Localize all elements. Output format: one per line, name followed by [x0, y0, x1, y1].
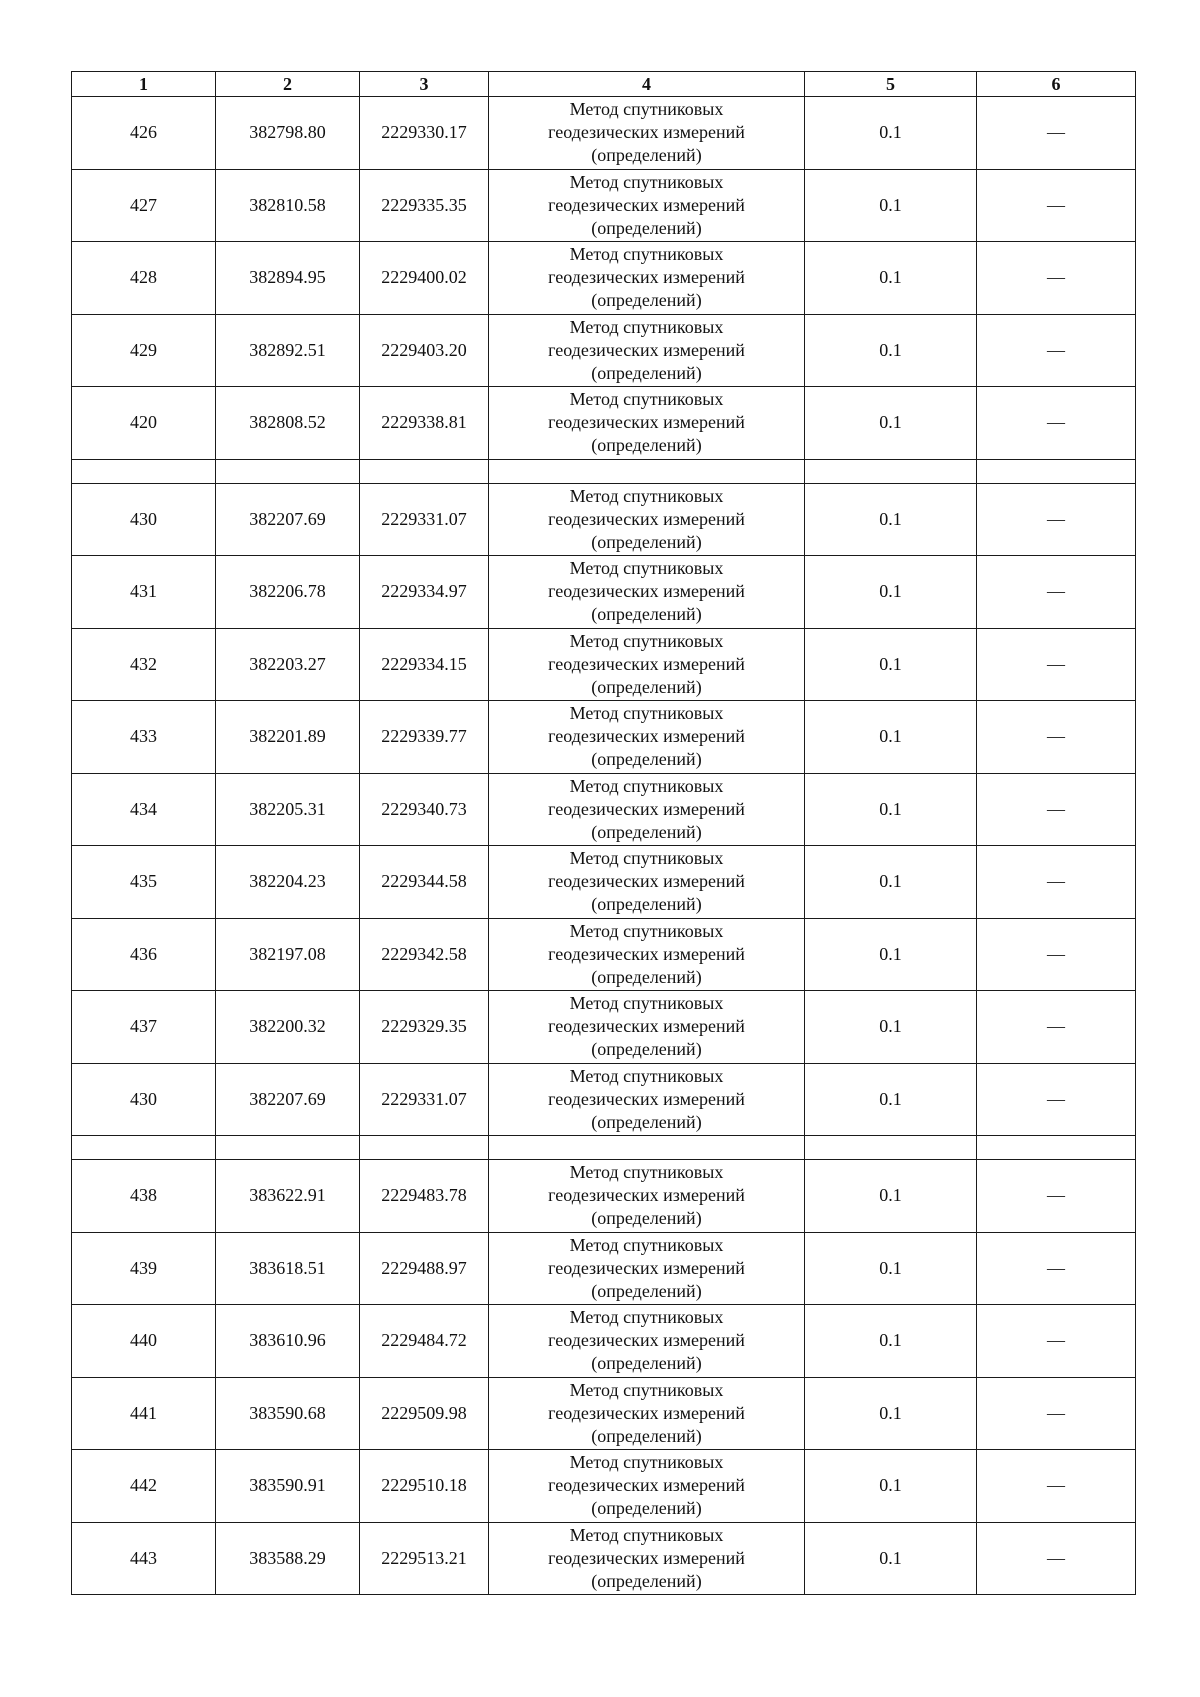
table-row	[72, 314, 1136, 387]
method-text: Метод спутниковых геодезических измерений (определений)	[548, 848, 745, 915]
remark-cell: —	[977, 97, 1136, 170]
table-row	[72, 483, 1136, 556]
remark-cell: —	[977, 314, 1136, 387]
x-coordinate-cell: 382892.51	[216, 314, 360, 387]
method-cell	[489, 1522, 805, 1595]
x-coordinate-cell: 383588.29	[216, 1522, 360, 1595]
table-row	[72, 1305, 1136, 1378]
method-text: Метод спутниковых геодезических измерений (определений)	[548, 920, 745, 987]
accuracy-cell: 0.1	[805, 1377, 977, 1450]
table-row	[72, 1232, 1136, 1305]
x-coordinate-cell: 382798.80	[216, 97, 360, 170]
method-cell	[489, 701, 805, 774]
accuracy-cell: 0.1	[805, 1232, 977, 1305]
method-cell	[489, 1450, 805, 1523]
accuracy-cell: 0.1	[805, 918, 977, 991]
remark-cell: —	[977, 701, 1136, 774]
x-coordinate-cell: 382200.32	[216, 991, 360, 1064]
method-cell	[489, 387, 805, 460]
point-number-cell: 438	[72, 1160, 216, 1233]
y-coordinate-cell: 2229340.73	[360, 773, 489, 846]
accuracy-cell	[805, 459, 977, 483]
separator-row	[72, 1136, 1136, 1160]
point-number-cell: 437	[72, 991, 216, 1064]
method-text: Метод спутниковых геодезических измерений (определений)	[548, 1452, 745, 1519]
x-coordinate-cell: 382204.23	[216, 846, 360, 919]
method-cell	[489, 1232, 805, 1305]
y-coordinate-cell: 2229513.21	[360, 1522, 489, 1595]
method-cell	[489, 483, 805, 556]
remark-cell: —	[977, 991, 1136, 1064]
point-number-cell: 426	[72, 97, 216, 170]
accuracy-cell: 0.1	[805, 1063, 977, 1136]
y-coordinate-cell: 2229400.02	[360, 242, 489, 315]
table-row	[72, 242, 1136, 315]
accuracy-cell: 0.1	[805, 387, 977, 460]
coordinates-table	[71, 71, 1136, 1595]
table-header-row	[72, 72, 1136, 97]
y-coordinate-cell: 2229510.18	[360, 1450, 489, 1523]
remark-cell: —	[977, 1450, 1136, 1523]
table-row	[72, 918, 1136, 991]
y-coordinate-cell	[360, 1136, 489, 1160]
method-cell	[489, 991, 805, 1064]
table-row	[72, 773, 1136, 846]
point-number-cell: 434	[72, 773, 216, 846]
method-cell	[489, 773, 805, 846]
method-cell	[489, 1136, 805, 1160]
accuracy-cell: 0.1	[805, 1522, 977, 1595]
table-row	[72, 1450, 1136, 1523]
method-cell	[489, 1377, 805, 1450]
remark-cell: —	[977, 773, 1136, 846]
point-number-cell	[72, 1136, 216, 1160]
y-coordinate-cell: 2229344.58	[360, 846, 489, 919]
y-coordinate-cell: 2229403.20	[360, 314, 489, 387]
x-coordinate-cell: 383590.91	[216, 1450, 360, 1523]
table-body	[72, 97, 1136, 1595]
accuracy-cell: 0.1	[805, 314, 977, 387]
point-number-cell: 440	[72, 1305, 216, 1378]
column-header: 2	[216, 72, 360, 97]
accuracy-cell: 0.1	[805, 628, 977, 701]
point-number-cell: 420	[72, 387, 216, 460]
x-coordinate-cell: 383622.91	[216, 1160, 360, 1233]
y-coordinate-cell	[360, 459, 489, 483]
y-coordinate-cell: 2229484.72	[360, 1305, 489, 1378]
accuracy-cell: 0.1	[805, 97, 977, 170]
method-cell	[489, 314, 805, 387]
method-text: Метод спутниковых геодезических измерений (определений)	[548, 703, 745, 770]
x-coordinate-cell: 382808.52	[216, 387, 360, 460]
y-coordinate-cell: 2229509.98	[360, 1377, 489, 1450]
method-cell	[489, 556, 805, 629]
method-text: Метод спутниковых геодезических измерений (определений)	[548, 485, 745, 552]
accuracy-cell: 0.1	[805, 701, 977, 774]
point-number-cell: 443	[72, 1522, 216, 1595]
remark-cell	[977, 459, 1136, 483]
accuracy-cell: 0.1	[805, 846, 977, 919]
method-cell	[489, 169, 805, 242]
point-number-cell: 428	[72, 242, 216, 315]
column-header: 6	[977, 72, 1136, 97]
point-number-cell: 427	[72, 169, 216, 242]
point-number-cell: 442	[72, 1450, 216, 1523]
table-row	[72, 387, 1136, 460]
point-number-cell: 431	[72, 556, 216, 629]
point-number-cell	[72, 459, 216, 483]
x-coordinate-cell: 382205.31	[216, 773, 360, 846]
accuracy-cell: 0.1	[805, 991, 977, 1064]
method-cell	[489, 628, 805, 701]
method-text: Метод спутниковых геодезических измерений (определений)	[548, 1065, 745, 1132]
point-number-cell: 432	[72, 628, 216, 701]
accuracy-cell: 0.1	[805, 556, 977, 629]
accuracy-cell: 0.1	[805, 773, 977, 846]
x-coordinate-cell: 382201.89	[216, 701, 360, 774]
remark-cell: —	[977, 1160, 1136, 1233]
point-number-cell: 439	[72, 1232, 216, 1305]
method-text: Метод спутниковых геодезических измерений (определений)	[548, 775, 745, 842]
x-coordinate-cell: 382810.58	[216, 169, 360, 242]
table-row	[72, 169, 1136, 242]
x-coordinate-cell: 383590.68	[216, 1377, 360, 1450]
remark-cell: —	[977, 1305, 1136, 1378]
remark-cell: —	[977, 1232, 1136, 1305]
table-row	[72, 701, 1136, 774]
method-cell	[489, 918, 805, 991]
x-coordinate-cell: 382203.27	[216, 628, 360, 701]
remark-cell: —	[977, 169, 1136, 242]
y-coordinate-cell: 2229331.07	[360, 1063, 489, 1136]
remark-cell: —	[977, 483, 1136, 556]
remark-cell: —	[977, 1063, 1136, 1136]
x-coordinate-cell: 382206.78	[216, 556, 360, 629]
method-cell	[489, 459, 805, 483]
point-number-cell: 429	[72, 314, 216, 387]
y-coordinate-cell: 2229335.35	[360, 169, 489, 242]
remark-cell: —	[977, 846, 1136, 919]
method-cell	[489, 1160, 805, 1233]
method-text: Метод спутниковых геодезических измерений (определений)	[548, 1524, 745, 1591]
table-row	[72, 556, 1136, 629]
x-coordinate-cell	[216, 459, 360, 483]
accuracy-cell: 0.1	[805, 169, 977, 242]
separator-row	[72, 459, 1136, 483]
remark-cell: —	[977, 1522, 1136, 1595]
y-coordinate-cell: 2229334.15	[360, 628, 489, 701]
method-cell	[489, 1063, 805, 1136]
x-coordinate-cell: 382207.69	[216, 1063, 360, 1136]
x-coordinate-cell	[216, 1136, 360, 1160]
method-text: Метод спутниковых геодезических измерений (определений)	[548, 1307, 745, 1374]
method-text: Метод спутниковых геодезических измерений (определений)	[548, 1162, 745, 1229]
method-text: Метод спутниковых геодезических измерений (определений)	[548, 316, 745, 383]
point-number-cell: 435	[72, 846, 216, 919]
x-coordinate-cell: 382197.08	[216, 918, 360, 991]
method-text: Метод спутниковых геодезических измерений (определений)	[548, 993, 745, 1060]
table-row	[72, 1377, 1136, 1450]
method-text: Метод спутниковых геодезических измерений (определений)	[548, 1379, 745, 1446]
column-header: 4	[489, 72, 805, 97]
method-cell	[489, 846, 805, 919]
method-text: Метод спутниковых геодезических измерений (определений)	[548, 558, 745, 625]
table-row	[72, 1160, 1136, 1233]
x-coordinate-cell: 382207.69	[216, 483, 360, 556]
method-text: Метод спутниковых геодезических измерений (определений)	[548, 99, 745, 166]
x-coordinate-cell: 383618.51	[216, 1232, 360, 1305]
remark-cell: —	[977, 1377, 1136, 1450]
point-number-cell: 430	[72, 1063, 216, 1136]
accuracy-cell: 0.1	[805, 1450, 977, 1523]
x-coordinate-cell: 383610.96	[216, 1305, 360, 1378]
y-coordinate-cell: 2229331.07	[360, 483, 489, 556]
table-row	[72, 1522, 1136, 1595]
table-row	[72, 991, 1136, 1064]
x-coordinate-cell: 382894.95	[216, 242, 360, 315]
y-coordinate-cell: 2229329.35	[360, 991, 489, 1064]
method-cell	[489, 242, 805, 315]
method-text: Метод спутниковых геодезических измерений (определений)	[548, 244, 745, 311]
y-coordinate-cell: 2229339.77	[360, 701, 489, 774]
remark-cell	[977, 1136, 1136, 1160]
y-coordinate-cell: 2229342.58	[360, 918, 489, 991]
method-text: Метод спутниковых геодезических измерений (определений)	[548, 630, 745, 697]
table-row	[72, 97, 1136, 170]
y-coordinate-cell: 2229483.78	[360, 1160, 489, 1233]
accuracy-cell: 0.1	[805, 1160, 977, 1233]
point-number-cell: 430	[72, 483, 216, 556]
remark-cell: —	[977, 556, 1136, 629]
point-number-cell: 433	[72, 701, 216, 774]
remark-cell: —	[977, 242, 1136, 315]
column-header: 5	[805, 72, 977, 97]
y-coordinate-cell: 2229338.81	[360, 387, 489, 460]
y-coordinate-cell: 2229334.97	[360, 556, 489, 629]
accuracy-cell	[805, 1136, 977, 1160]
method-text: Метод спутниковых геодезических измерений (определений)	[548, 1234, 745, 1301]
point-number-cell: 436	[72, 918, 216, 991]
remark-cell: —	[977, 628, 1136, 701]
method-cell	[489, 97, 805, 170]
method-text: Метод спутниковых геодезических измерений (определений)	[548, 389, 745, 456]
table-row	[72, 628, 1136, 701]
remark-cell: —	[977, 918, 1136, 991]
table-row	[72, 846, 1136, 919]
remark-cell: —	[977, 387, 1136, 460]
point-number-cell: 441	[72, 1377, 216, 1450]
method-text: Метод спутниковых геодезических измерений (определений)	[548, 171, 745, 238]
table-row	[72, 1063, 1136, 1136]
accuracy-cell: 0.1	[805, 1305, 977, 1378]
column-header: 3	[360, 72, 489, 97]
method-cell	[489, 1305, 805, 1378]
y-coordinate-cell: 2229330.17	[360, 97, 489, 170]
accuracy-cell: 0.1	[805, 483, 977, 556]
y-coordinate-cell: 2229488.97	[360, 1232, 489, 1305]
column-header: 1	[72, 72, 216, 97]
accuracy-cell: 0.1	[805, 242, 977, 315]
